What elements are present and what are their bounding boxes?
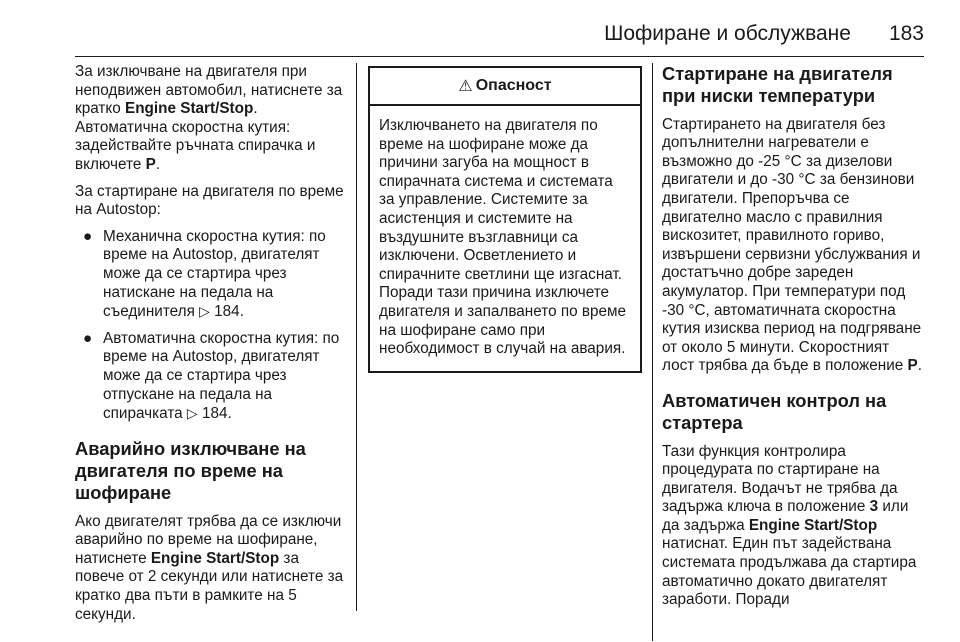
section-heading-emergency-shutoff: Аварийно изключване на двигателя по време на шофиране [75,437,306,504]
column-divider-right [652,63,653,641]
text: Механична скоростна кутия: по време на Autostop, двигателят може да се стартира чрез натискане на педала на съединителя [103,227,326,321]
column-1 [75,63,347,632]
text: натиснат. Един път задействана системата продължава да стартира автоматично докато двигателят заработи. Поради [662,535,917,609]
paragraph-starter-control [662,443,924,610]
danger-notice-body: Изключването на двигателя по време на шофиране може да причини загуба на мощност в спирачната система и системата за управление. Системите за асистенция и системите на въздушните възглавници са изключени. Осветлението и спирачните светлини ще изгаснат. Поради тази причина изключете двигателя и запалването по време на шофиране само при необходимост в случай на авария. [379,117,627,358]
engine-start-stop-label: Engine Start/Stop [150,549,280,567]
column-2 [368,66,642,373]
header-title: Шофиране и обслужване [604,22,851,45]
header-rule [75,56,924,57]
engine-start-stop-label: Engine Start/Stop [125,100,254,118]
text: . [253,100,258,118]
warning-icon: ⚠ [458,78,473,95]
column-divider-left [356,63,357,611]
gear-p-label: P [145,155,156,173]
page-ref-link[interactable]: 184. [201,405,232,423]
danger-notice-box [368,66,642,373]
text: За изключване на двигателя при неподвижен автомобил, натиснете за кратко [75,63,343,118]
text: или да задържа [662,498,909,534]
text: . [155,155,161,173]
paragraph-cold-start [662,116,924,376]
page-header [75,22,924,46]
danger-notice-header [370,68,640,106]
text: Стартирането на двигателя без допълнителни нагреватели е възможно до -25 °C за дизелови двигатели и до -30 °C за бензинови двигатели. Препоръчва се двигателно масло с правилния вискозитет, правилното гориво, извършени сервизни убслужвания и достатъчно добре зареден акумулатор. При температури под -30 °C, автоматичната скоростна кутия изисква период на подгряване от около 5 минути. Скоростният лост трябва да бъде в положение [662,115,922,375]
page-ref-link[interactable]: 184. [214,303,244,321]
gear-p-label: P [907,357,918,375]
paragraph-emergency-shutoff [75,513,347,625]
bullet-dot: ● [83,329,93,347]
section-heading-cold-start: Стартиране на двигателя при ниски температури [662,63,893,107]
key-position-label: 3 [869,498,879,516]
text: за повече от 2 секунди или натиснете за кратко два пъти в рамките на 5 секунди. [75,549,344,623]
column-3 [662,63,924,618]
text: Автоматична скоростна кутия: по време на Autostop, двигателят може да се стартира чрез отпускане на педала на спирачката [103,329,340,423]
text: . [917,357,922,375]
text: Тази функция контролира процедурата по стартиране на двигателя. Водачът не трябва да задържа ключа в положение [662,442,898,516]
paragraph-autostop-intro: За стартиране на двигателя по време на Autostop: [75,182,344,219]
text: Ако двигателят трябва да се изключи аварийно по време на шофиране, натиснете [75,512,342,567]
text: Автоматична скоростна кутия: задействайте ръчната спирачка и включете [75,118,316,173]
list-item [75,228,347,322]
page-number: 183 [888,22,924,45]
section-heading-starter-control: Автоматичен контрол на стартера [662,389,887,434]
danger-title: Опасност [475,77,552,94]
engine-start-stop-label: Engine Start/Stop [748,516,878,534]
page-ref-icon[interactable]: ▷ [186,405,198,422]
page-ref-icon[interactable]: ▷ [199,303,210,320]
paragraph-engine-off [75,63,347,175]
list-item [75,330,347,424]
bullet-dot: ● [83,227,93,245]
